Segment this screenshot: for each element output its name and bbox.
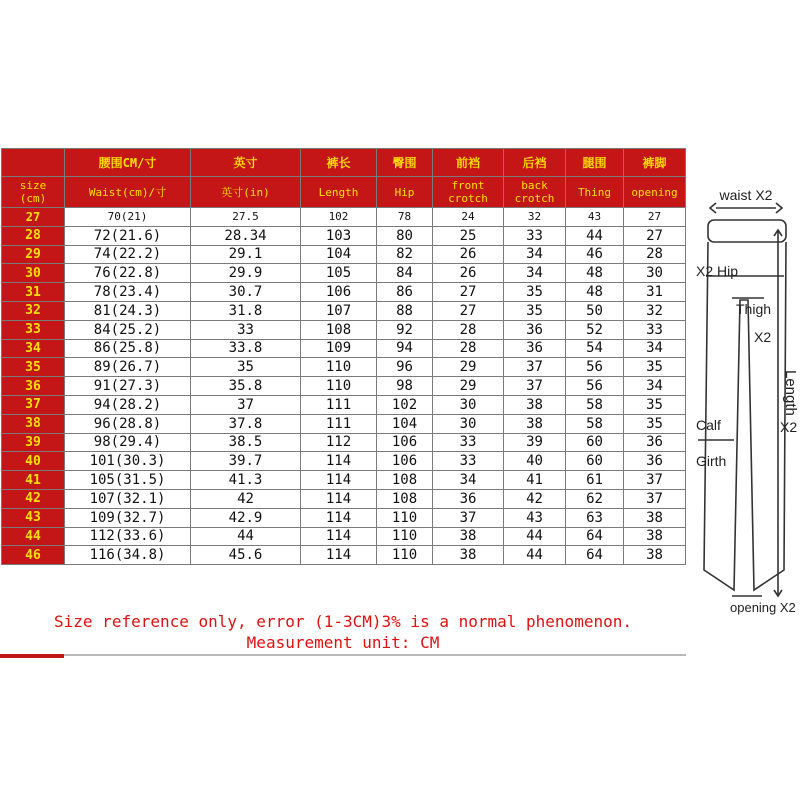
table-cell: 38.5 — [191, 433, 301, 452]
thigh-x2-label: X2 — [754, 329, 772, 345]
table-cell: 44 — [504, 546, 566, 565]
table-cell: 96(28.8) — [65, 414, 191, 433]
table-cell: 38 — [624, 508, 686, 527]
table-cell: 36 — [504, 320, 566, 339]
length-label: Length — [782, 370, 799, 416]
table-cell: 33 — [433, 452, 504, 471]
table-cell: 26 — [433, 264, 504, 283]
table-cell: 92 — [377, 320, 433, 339]
table-cell: 76(22.8) — [65, 264, 191, 283]
table-cell: 42.9 — [191, 508, 301, 527]
table-cell: 72(21.6) — [65, 226, 191, 245]
size-header-en — [2, 177, 65, 208]
size-cell: 44 — [2, 527, 65, 546]
size-cell: 40 — [2, 452, 65, 471]
table-cell: 89(26.7) — [65, 358, 191, 377]
table-cell: 30 — [433, 395, 504, 414]
table-cell: 38 — [624, 546, 686, 565]
table-cell: 104 — [301, 245, 377, 264]
column-header-cn: 腰围CM/寸 — [65, 149, 191, 177]
table-cell: 27.5 — [191, 208, 301, 227]
table-cell: 42 — [504, 489, 566, 508]
notice-red-stub — [0, 654, 64, 658]
table-cell: 102 — [301, 208, 377, 227]
table-cell: 108 — [377, 471, 433, 490]
table-cell: 48 — [566, 283, 624, 302]
girth-label: Girth — [696, 453, 727, 469]
table-row — [2, 358, 686, 377]
table-cell: 30.7 — [191, 283, 301, 302]
header-line-bottom: (cm) — [19, 192, 47, 205]
table-cell: 101(30.3) — [65, 452, 191, 471]
column-header-en — [566, 177, 624, 208]
chinese-header-row — [2, 149, 686, 177]
table-cell: 64 — [566, 546, 624, 565]
table-cell: 34 — [624, 339, 686, 358]
table-cell: 106 — [377, 433, 433, 452]
table-row — [2, 414, 686, 433]
table-cell: 58 — [566, 395, 624, 414]
table-row — [2, 452, 686, 471]
table-cell: 105 — [301, 264, 377, 283]
table-cell: 43 — [566, 208, 624, 227]
table-cell: 42 — [191, 489, 301, 508]
table-cell: 39.7 — [191, 452, 301, 471]
waist-label: waist X2 — [719, 187, 773, 203]
table-cell: 37 — [624, 489, 686, 508]
column-header-cn: 裤长 — [301, 149, 377, 177]
table-cell: 111 — [301, 395, 377, 414]
table-cell: 38 — [504, 414, 566, 433]
table-row — [2, 339, 686, 358]
size-cell: 39 — [2, 433, 65, 452]
table-cell: 110 — [301, 377, 377, 396]
size-cell: 38 — [2, 414, 65, 433]
calf-label: Calf — [696, 417, 721, 433]
size-cell: 31 — [2, 283, 65, 302]
table-cell: 94(28.2) — [65, 395, 191, 414]
table-cell: 56 — [566, 358, 624, 377]
table-cell: 35 — [191, 358, 301, 377]
table-cell: 34 — [504, 264, 566, 283]
table-cell: 37 — [504, 377, 566, 396]
table-cell: 35 — [624, 395, 686, 414]
table-row — [2, 208, 686, 227]
size-cell: 43 — [2, 508, 65, 527]
table-cell: 58 — [566, 414, 624, 433]
table-cell: 35 — [624, 358, 686, 377]
table-cell: 50 — [566, 301, 624, 320]
size-cell: 27 — [2, 208, 65, 227]
table-cell: 24 — [433, 208, 504, 227]
header-line-top: size — [19, 179, 47, 192]
table-cell: 94 — [377, 339, 433, 358]
header-line-top: 英寸(in) — [221, 185, 270, 199]
table-cell: 28 — [624, 245, 686, 264]
pants-outline — [704, 242, 786, 590]
table-cell: 107 — [301, 301, 377, 320]
table-cell: 84(25.2) — [65, 320, 191, 339]
table-row — [2, 226, 686, 245]
size-header-cn — [2, 149, 65, 177]
table-cell: 54 — [566, 339, 624, 358]
table-cell: 34 — [433, 471, 504, 490]
table-cell: 31.8 — [191, 301, 301, 320]
size-cell: 37 — [2, 395, 65, 414]
table-cell: 116(34.8) — [65, 546, 191, 565]
header-line-top: back — [521, 179, 548, 192]
table-row — [2, 471, 686, 490]
table-cell: 48 — [566, 264, 624, 283]
table-cell: 36 — [624, 452, 686, 471]
table-cell: 35 — [504, 283, 566, 302]
table-cell: 28 — [433, 339, 504, 358]
table-cell: 29 — [433, 358, 504, 377]
column-header-en — [504, 177, 566, 208]
table-cell: 108 — [377, 489, 433, 508]
header-line-top: front — [451, 179, 485, 192]
table-cell: 104 — [377, 414, 433, 433]
size-cell: 30 — [2, 264, 65, 283]
english-header-row — [2, 177, 686, 208]
size-chart-table — [1, 148, 686, 565]
table-row — [2, 489, 686, 508]
table-cell: 60 — [566, 433, 624, 452]
table-cell: 36 — [433, 489, 504, 508]
table-cell: 74(22.2) — [65, 245, 191, 264]
column-header-en — [191, 177, 301, 208]
table-cell: 44 — [566, 226, 624, 245]
header-line-top: opening — [631, 185, 678, 199]
table-cell: 107(32.1) — [65, 489, 191, 508]
column-header-en — [301, 177, 377, 208]
column-header-en — [377, 177, 433, 208]
table-row — [2, 245, 686, 264]
table-cell: 109 — [301, 339, 377, 358]
table-cell: 37.8 — [191, 414, 301, 433]
header-line-top: Length — [318, 185, 359, 199]
table-cell: 36 — [624, 433, 686, 452]
column-header-cn: 前裆 — [433, 149, 504, 177]
thigh-label: Thigh — [736, 301, 772, 317]
table-cell: 60 — [566, 452, 624, 471]
column-header-cn: 英寸 — [191, 149, 301, 177]
table-cell: 44 — [504, 527, 566, 546]
table-cell: 106 — [301, 283, 377, 302]
table-row — [2, 433, 686, 452]
size-cell: 28 — [2, 226, 65, 245]
table-cell: 37 — [624, 471, 686, 490]
length-x2-label: X2 — [780, 419, 798, 435]
hip-label: X2 Hip — [696, 263, 739, 279]
table-cell: 103 — [301, 226, 377, 245]
table-cell: 36 — [504, 339, 566, 358]
table-cell: 62 — [566, 489, 624, 508]
header-line-top: Thing — [577, 185, 612, 199]
table-cell: 27 — [624, 226, 686, 245]
column-header-cn: 腿围 — [566, 149, 624, 177]
table-cell: 40 — [504, 452, 566, 471]
table-row — [2, 377, 686, 396]
table-cell: 41.3 — [191, 471, 301, 490]
header-line-top: Hip — [394, 185, 415, 199]
column-header-en — [65, 177, 191, 208]
table-cell: 38 — [624, 527, 686, 546]
table-row — [2, 320, 686, 339]
table-cell: 114 — [301, 546, 377, 565]
size-cell: 33 — [2, 320, 65, 339]
table-cell: 78 — [377, 208, 433, 227]
table-cell: 106 — [377, 452, 433, 471]
table-cell: 33 — [191, 320, 301, 339]
table-cell: 34 — [504, 245, 566, 264]
table-cell: 111 — [301, 414, 377, 433]
table-cell: 61 — [566, 471, 624, 490]
table-cell: 38 — [433, 546, 504, 565]
notice-line-2: Measurement unit: CM — [246, 633, 440, 652]
column-header-cn: 后裆 — [504, 149, 566, 177]
table-cell: 98(29.4) — [65, 433, 191, 452]
table-row — [2, 508, 686, 527]
pants-measurement-diagram — [688, 150, 800, 620]
table-cell: 29 — [433, 377, 504, 396]
table-cell: 56 — [566, 377, 624, 396]
table-cell: 80 — [377, 226, 433, 245]
table-cell: 38 — [433, 527, 504, 546]
size-cell: 35 — [2, 358, 65, 377]
table-cell: 110 — [301, 358, 377, 377]
table-cell: 112 — [301, 433, 377, 452]
table-cell: 105(31.5) — [65, 471, 191, 490]
table-cell: 112(33.6) — [65, 527, 191, 546]
table-cell: 114 — [301, 471, 377, 490]
table-cell: 78(23.4) — [65, 283, 191, 302]
table-cell: 86 — [377, 283, 433, 302]
column-header-cn: 臀围 — [377, 149, 433, 177]
table-cell: 114 — [301, 527, 377, 546]
table-cell: 96 — [377, 358, 433, 377]
table-cell: 114 — [301, 508, 377, 527]
size-rows — [2, 208, 686, 565]
waist-arrow-left — [710, 203, 716, 213]
table-cell: 41 — [504, 471, 566, 490]
table-cell: 35 — [624, 414, 686, 433]
table-cell: 91(27.3) — [65, 377, 191, 396]
size-cell: 32 — [2, 301, 65, 320]
waist-arrow-right — [776, 203, 782, 213]
size-cell: 29 — [2, 245, 65, 264]
column-header-en — [624, 177, 686, 208]
table-cell: 30 — [433, 414, 504, 433]
table-cell: 30 — [624, 264, 686, 283]
opening-label: opening X2 — [730, 600, 796, 615]
table-cell: 108 — [301, 320, 377, 339]
table-cell: 52 — [566, 320, 624, 339]
table-cell: 110 — [377, 508, 433, 527]
header-line-top: Waist(cm)/寸 — [88, 185, 167, 199]
table-cell: 39 — [504, 433, 566, 452]
size-cell: 46 — [2, 546, 65, 565]
table-cell: 46 — [566, 245, 624, 264]
table-cell: 37 — [191, 395, 301, 414]
table-cell: 63 — [566, 508, 624, 527]
table-cell: 114 — [301, 452, 377, 471]
table-cell: 34 — [624, 377, 686, 396]
table-cell: 31 — [624, 283, 686, 302]
table-row — [2, 546, 686, 565]
table-cell: 27 — [433, 301, 504, 320]
table-row — [2, 283, 686, 302]
table-cell: 28 — [433, 320, 504, 339]
table-cell: 35.8 — [191, 377, 301, 396]
table-cell: 32 — [624, 301, 686, 320]
table-cell: 37 — [433, 508, 504, 527]
table-cell: 109(32.7) — [65, 508, 191, 527]
table-cell: 33 — [504, 226, 566, 245]
table-cell: 114 — [301, 489, 377, 508]
waistband-shape — [708, 220, 786, 242]
table-cell: 28.34 — [191, 226, 301, 245]
table-cell: 27 — [624, 208, 686, 227]
table-cell: 29.1 — [191, 245, 301, 264]
table-cell: 102 — [377, 395, 433, 414]
table-cell: 38 — [504, 395, 566, 414]
table-row — [2, 527, 686, 546]
table-cell: 110 — [377, 546, 433, 565]
table-row — [2, 264, 686, 283]
table-cell: 33 — [433, 433, 504, 452]
table-cell: 81(24.3) — [65, 301, 191, 320]
table-cell: 84 — [377, 264, 433, 283]
table-cell: 88 — [377, 301, 433, 320]
table-cell: 25 — [433, 226, 504, 245]
notice-line-1: Size reference only, error (1-3CM)3% is a normal phenomenon. — [54, 612, 632, 631]
table-cell: 27 — [433, 283, 504, 302]
table-cell: 37 — [504, 358, 566, 377]
table-cell: 98 — [377, 377, 433, 396]
header-line-bottom: crotch — [514, 192, 555, 205]
table-row — [2, 301, 686, 320]
table-cell: 29.9 — [191, 264, 301, 283]
table-cell: 33.8 — [191, 339, 301, 358]
table-cell: 43 — [504, 508, 566, 527]
table-cell: 86(25.8) — [65, 339, 191, 358]
table-cell: 64 — [566, 527, 624, 546]
size-cell: 36 — [2, 377, 65, 396]
table-cell: 44 — [191, 527, 301, 546]
size-cell: 42 — [2, 489, 65, 508]
pants-diagram-svg — [688, 150, 800, 620]
table-cell: 70(21) — [65, 208, 191, 227]
table-cell: 45.6 — [191, 546, 301, 565]
size-cell: 41 — [2, 471, 65, 490]
column-header-cn: 裤脚 — [624, 149, 686, 177]
table-cell: 33 — [624, 320, 686, 339]
table-cell: 82 — [377, 245, 433, 264]
size-cell: 34 — [2, 339, 65, 358]
header-line-bottom: crotch — [448, 192, 488, 205]
column-header-en — [433, 177, 504, 208]
table-cell: 26 — [433, 245, 504, 264]
size-notice — [0, 608, 686, 656]
table-cell: 32 — [504, 208, 566, 227]
table-cell: 35 — [504, 301, 566, 320]
table-row — [2, 395, 686, 414]
table-cell: 110 — [377, 527, 433, 546]
